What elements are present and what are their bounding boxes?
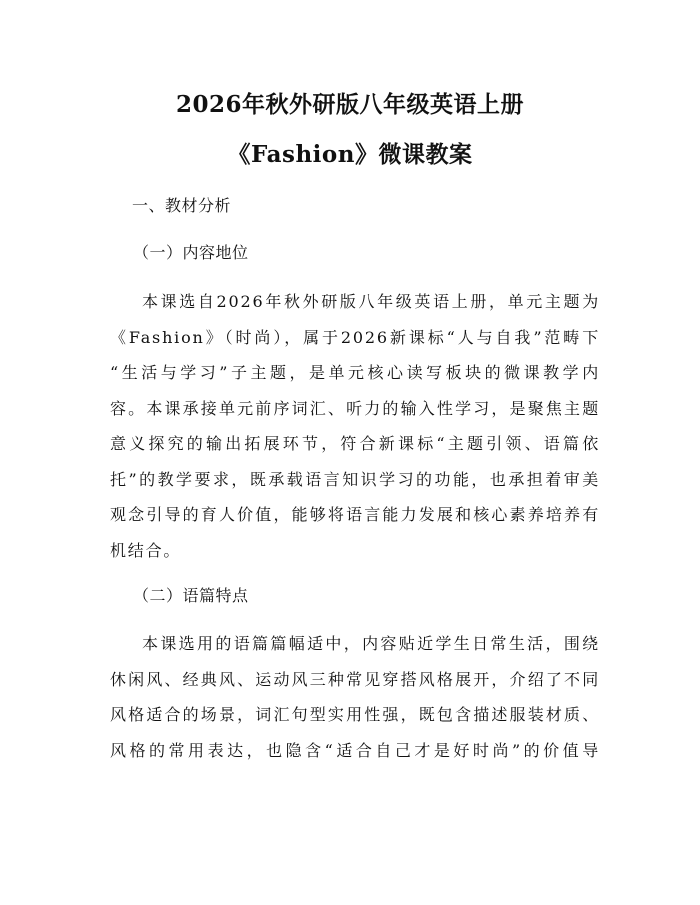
subheading-content-position: （一）内容地位 bbox=[133, 243, 249, 262]
paragraph-line: 观念引导的育人价值，能够将语言能力发展和核心素养培养有 bbox=[110, 505, 600, 524]
paragraph-line: 容。本课承接单元前序词汇、听力的输入性学习，是聚焦主题 bbox=[110, 398, 600, 418]
paragraph-line: 意义探究的输出拓展环节，符合新课标“主题引领、语篇依 bbox=[110, 434, 600, 453]
paragraph-line: 本课选用的语篇篇幅适中，内容贴近学生日常生活，围绕 bbox=[142, 634, 600, 653]
paragraph-line: 机结合。 bbox=[110, 540, 182, 560]
paragraph-line: 休闲风、经典风、运动风三种常见穿搭风格展开，介绍了不同 bbox=[110, 669, 600, 689]
paragraph-line: 风格适合的场景，词汇句型实用性强，既包含描述服装材质、 bbox=[110, 705, 600, 724]
paragraph-content-position bbox=[110, 284, 600, 568]
paragraph-line: “生活与学习”子主题，是单元核心读写板块的微课教学内 bbox=[110, 363, 600, 382]
section-heading-textbook-analysis: 一、教材分析 bbox=[132, 196, 232, 215]
subheading-text-features: （二）语篇特点 bbox=[133, 586, 249, 605]
paragraph-line: 托”的教学要求，既承载语言知识学习的功能，也承担着审美 bbox=[110, 469, 600, 489]
document-title-line-1: 2026年秋外研版八年级英语上册 bbox=[175, 91, 524, 118]
paragraph-text-features bbox=[110, 626, 600, 768]
paragraph-line: 《Fashion》（时尚），属于2026新课标“人与自我”范畴下 bbox=[110, 327, 600, 347]
document-title-line-2: 《Fashion》微课教案 bbox=[227, 141, 473, 168]
paragraph-line: 风格的常用表达，也隐含“适合自己才是好时尚”的价值导 bbox=[110, 740, 600, 760]
paragraph-line: 本课选自2026年秋外研版八年级英语上册，单元主题为 bbox=[142, 292, 600, 311]
